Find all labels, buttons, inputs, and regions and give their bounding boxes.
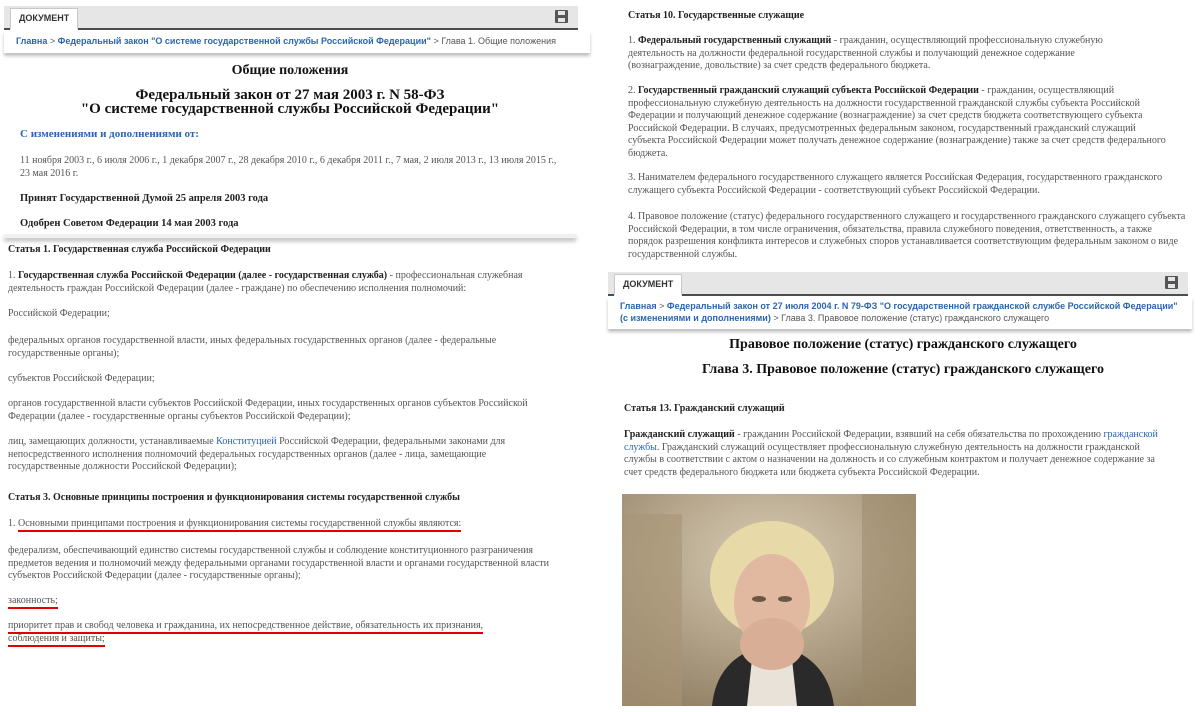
civil-service-link[interactable]: гражданской службы [624, 429, 1158, 453]
breadcrumb-current: Глава 1. Общие положения [441, 36, 556, 46]
article13-title: Статья 13. Гражданский служащий [624, 403, 785, 414]
law-title-line2: "О системе государственной службы Российской Федерации" [80, 101, 500, 117]
left-doc-tab[interactable]: ДОКУМЕНТ [10, 8, 78, 30]
save-icon[interactable] [1165, 276, 1178, 289]
right-top-panel [608, 0, 1196, 265]
breadcrumb-home-link[interactable]: Главна [16, 36, 48, 46]
right-breadcrumb: Главная > Федеральный закон от 27 июля 2004 г. N 79-ФЗ "О государственной гражданской службе Российской Федерации" (с изменениями и дополнениями) > Глава 3. Правовое положение (статус) гражданского служащего [608, 297, 1192, 329]
law-title-line1: Федеральный закон от 27 мая 2003 г. N 58-ФЗ [135, 87, 445, 103]
left-doc-header [4, 6, 578, 30]
adopted-duma: Принят Государственной Думой 25 апреля 2003 года [20, 193, 269, 204]
article3-p4: приоритет прав и свобод человека и гражданина, их непосредственное действие, обязательность их признания, соблюдения и защиты; [8, 620, 548, 645]
article1-title: Статья 1. Государственная служба Российской Федерации [8, 244, 271, 255]
article3-p1: 1. Основными принципами построения и функционирования системы государственной службы являются: [8, 518, 461, 531]
article1-p4: субъектов Российской Федерации; [8, 373, 155, 384]
save-icon[interactable] [555, 10, 568, 23]
article3-p2: федерализм, обеспечивающий единство системы государственной службы и соблюдение конституционного разграничения предметов ведения и полномочий между федеральными органами государственной власти и органами государственной власти субъектов Российской Федерации (далее - государственные органы); [8, 545, 549, 581]
article10-p1: 1. Федеральный государственный служащий - гражданин, осуществляющий профессиональную служебную деятельность на должности федеральной государственной службы и получающий денежное содержание (вознаграждение, довольствие) за счет средств федерального бюджета. [628, 35, 1103, 71]
article13-p1: Гражданский служащий - гражданин Российской Федерации, взявший на себя обязательства по прохождению гражданской службы. Гражданский служащий осуществляет профессиональную служебную деятельность на должности гражданской службы в соответствии с актом о назначении на должность и со служебным контрактом и получает денежное содержание за счет средств федерального бюджета или бюджета субъекта Российской Федерации. [624, 429, 1158, 478]
left-document-panel [0, 0, 580, 712]
breadcrumb-law-link[interactable]: Федеральный закон от 27 июля 2004 г. N 79-ФЗ "О государственной гражданской службе Российской Федерации" (с изменениями и дополнениями) [620, 301, 1178, 323]
breadcrumb-home-link[interactable]: Главная [620, 301, 657, 311]
left-separator [4, 234, 576, 238]
article1-p5: органов государственной власти субъектов Российской Федерации, иных государственных органов субъектов Российской Федерации (далее - государственные органы субъектов Российской Федерации); [8, 398, 528, 422]
status-title: Правовое положение (статус) гражданского служащего [729, 337, 1077, 352]
article3-p3 [8, 595, 58, 608]
principles-underlined: Основными принципами построения и функционирования системы государственной службы являются: [18, 518, 461, 532]
article10-title: Статья 10. Государственные служащие [628, 10, 805, 21]
legality-underlined: законность; [8, 595, 58, 609]
breadcrumb-current: Глава 3. Правовое положение (статус) гражданского служащего [781, 313, 1050, 323]
article10-p4: 4. Правовое положение (статус) федерального государственного служащего и государственного гражданского служащего субъекта Российской Федерации, в том числе ограничения, обязательства, правила служебного поведения, ответственность, а также порядок разрешения конфликта интересов и служебных споров устанавливается соответствующим федеральным законом о виде государственной службы. [628, 211, 1186, 260]
article1-p2: Российской Федерации; [8, 308, 110, 319]
chapter-title: Общие положения [231, 63, 349, 78]
right-bottom-panel [608, 268, 1196, 712]
article3-title: Статья 3. Основные принципы построения и функционирования системы государственной службы [8, 492, 460, 503]
article1-p6: лиц, замещающих должности, устанавливаемые Конституцией Российской Федерации, федеральными законами для непосредственного исполнения полномочий федеральных государственных органов (далее - лица, замещающие государственные должности Российской Федерации); [8, 436, 506, 472]
article1-p3: федеральных органов государственной власти, иных федеральных государственных органов (далее - федеральные государственные органы); [8, 335, 497, 359]
portrait-image [622, 494, 916, 706]
left-breadcrumb: Главна > Федеральный закон "О системе государственной службы Российской Федерации" > Глава 1. Общие положения [4, 31, 590, 53]
official-photo [622, 494, 916, 706]
article1-p1: 1. Государственная служба Российской Федерации (далее - государственная служба) - профессиональная служебная деятельность граждан Российской Федерации (далее - граждане) по обеспечению исполнения полномочий: [8, 270, 523, 294]
changes-link[interactable]: С изменениями и дополнениями от: [20, 128, 199, 140]
right-doc-header [608, 272, 1188, 296]
chapter3-title: Глава 3. Правовое положение (статус) гражданского служащего [702, 362, 1104, 377]
breadcrumb-law-link[interactable]: Федеральный закон "О системе государственной службы Российской Федерации" [57, 36, 431, 46]
approved-council: Одобрен Советом Федерации 14 мая 2003 года [20, 218, 239, 229]
right-doc-tab[interactable]: ДОКУМЕНТ [614, 274, 682, 296]
article10-p2: 2. Государственный гражданский служащий субъекта Российской Федерации - гражданин, осуществляющий профессиональную служебную деятельность на должности государственной гражданской службы субъекта Российской Федерации и получающий денежное содержание (вознаграждение) за счет средств бюджета соответствующего субъекта Российской Федерации. В случаях, предусмотренных федеральным законом, государственный гражданский служащий субъекта Российской Федерации может получать денежное содержание (вознаграждение) также за счет средств федерального бюджета. [628, 85, 1166, 159]
change-dates: 11 ноября 2003 г., 6 июля 2006 г., 1 декабря 2007 г., 28 декабря 2010 г., 6 декабря 2011 г., 7 мая, 2 июля 2013 г., 13 июля 2015 г., 23 мая 2016 г. [20, 155, 557, 179]
article10-p3: 3. Нанимателем федерального государственного служащего является Российская Федерация, государственного гражданского служащего субъекта Российской Федерации - соответствующий субъект Российской Федерации. [628, 172, 1163, 196]
constitution-link[interactable]: Конституцией [216, 436, 277, 447]
